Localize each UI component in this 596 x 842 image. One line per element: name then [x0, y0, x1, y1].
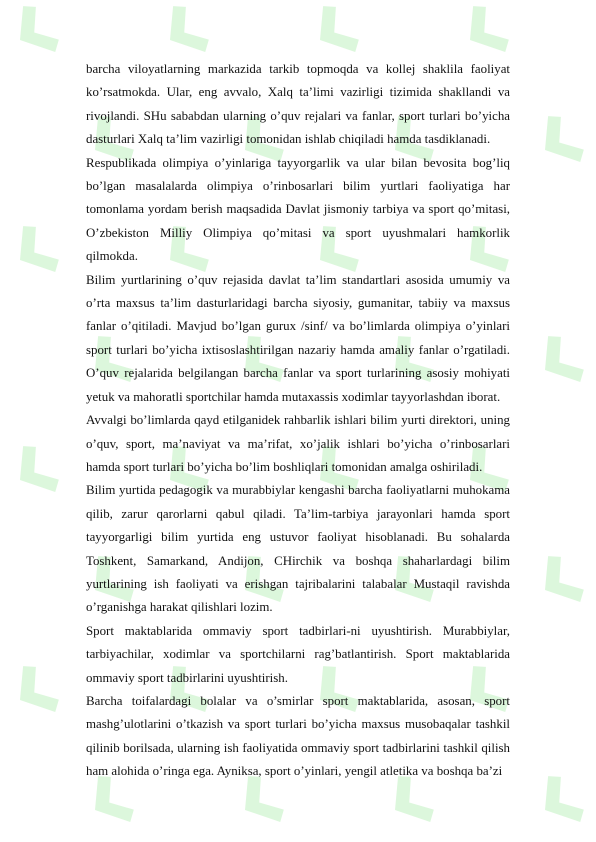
- watermark-mark: [530, 330, 588, 394]
- watermark-mark: [530, 550, 588, 614]
- watermark-mark: [305, 0, 363, 64]
- watermark-mark: [455, 0, 513, 64]
- paragraph: Sport maktablarida ommaviy sport tadbirlari-ni uyushtirish. Murabbiylar, tarbiyachilar, xodimlar va sportchilarni rag’batlantirish. Sport maktablarida ommaviy sport tadbirlarini uyushtirish.: [86, 623, 510, 685]
- watermark-mark: [155, 0, 213, 64]
- paragraph: Bilim yurtida pedagogik va murabbiylar kengashi barcha faoliyatlarni muhokama qilib, zarur qarorlarni qabul qiladi. Ta’lim-tarbiya jarayonlari hamda sport tayyorgarligi bilim yurtida eng ustuvor faoliyat hisoblanadi. Bu sohalarda Toshkent, Samarkand, Andijon, CHirchik va boshqa shaharlardagi bilim yurtlarining ish faoliyati va erishgan tajribalarini talabalar Mustaqil ravishda o’rganishga harakat qilishlari lozim.: [86, 483, 510, 615]
- document-body: [86, 58, 510, 784]
- paragraph: Barcha toifalardagi bolalar va o’smirlar sport maktablarida, asosan, sport mashg’ulotlarini o’tkazish va sport turlari bo’yicha maxsus musobaqalar tashkil qilinib borilsada, ularning ish faoliyatida ommaviy sport tadbirlarini tashkil qilish ham alohida o’ringa ega. Ayniksa, sport o’yinlari, yengil atletika va boshqa ba’zi: [86, 693, 510, 779]
- watermark-mark: [530, 110, 588, 174]
- paragraph: Bilim yurtlarining o’quv rejasida davlat ta’lim standartlari asosida umumiy va o’rta maxsus ta’lim dasturlaridagi barcha siyosiy, gumanitar, tabiiy va maxsus fanlar o’qitiladi. Mavjud bo’lgan gurux /sinf/ va bo’limlarda olimpiya o’yinlari sport turlari bo’yicha ixtisoslashtirilgan nazariy hamda amaliy fanlar o’rgatiladi. O’quv rejalarida belgilangan barcha fanlar va sport turlarining asosiy mohiyati yetuk va mahoratli sportchilar hamda mutaxassis xodimlar tayyorlashdan iborat.: [86, 272, 510, 404]
- watermark-mark: [5, 220, 63, 284]
- watermark-mark: [530, 770, 588, 834]
- watermark-mark: [5, 660, 63, 724]
- paragraph: Respublikada olimpiya o’yinlariga tayyorgarlik va ular bilan bevosita bog’liq bo’lgan masalalarda olimpiya o’rinbosarlari bilim yurtlari faoliyatiga har tomonlama yordam berish maqsadida Davlat jismoniy tarbiya va sport qo’mitasi, O’zbekiston Milliy Olimpiya qo’mitasi va sport uyushmalari hamkorlik qilmokda.: [86, 155, 510, 264]
- watermark-mark: [5, 440, 63, 504]
- watermark-mark: [5, 0, 63, 64]
- paragraph: barcha viloyatlarning markazida tarkib topmoqda va kollej shaklila faoliyat ko’rsatmokda. Ular, eng avvalo, Xalq ta’limi vazirligi tizimida shakllandi va rivojlandi. SHu sababdan ularning o’quv rejalari va fanlar, sport turlari bo’yicha dasturlari Xalq ta’lim vazirligi tomonidan ishlab chiqiladi hamda tasdiklanadi.: [86, 62, 510, 147]
- paragraph: Avvalgi bo’limlarda qayd etilganidek rahbarlik ishlari bilim yurti direktori, uning o’quv, sport, ma’naviyat va ma’rifat, xo’jalik ishlari bo’yicha o’rinbosarlari hamda sport turlari bo’yicha bo’lim boshliqlari tomonidan amalga oshiriladi.: [86, 413, 510, 474]
